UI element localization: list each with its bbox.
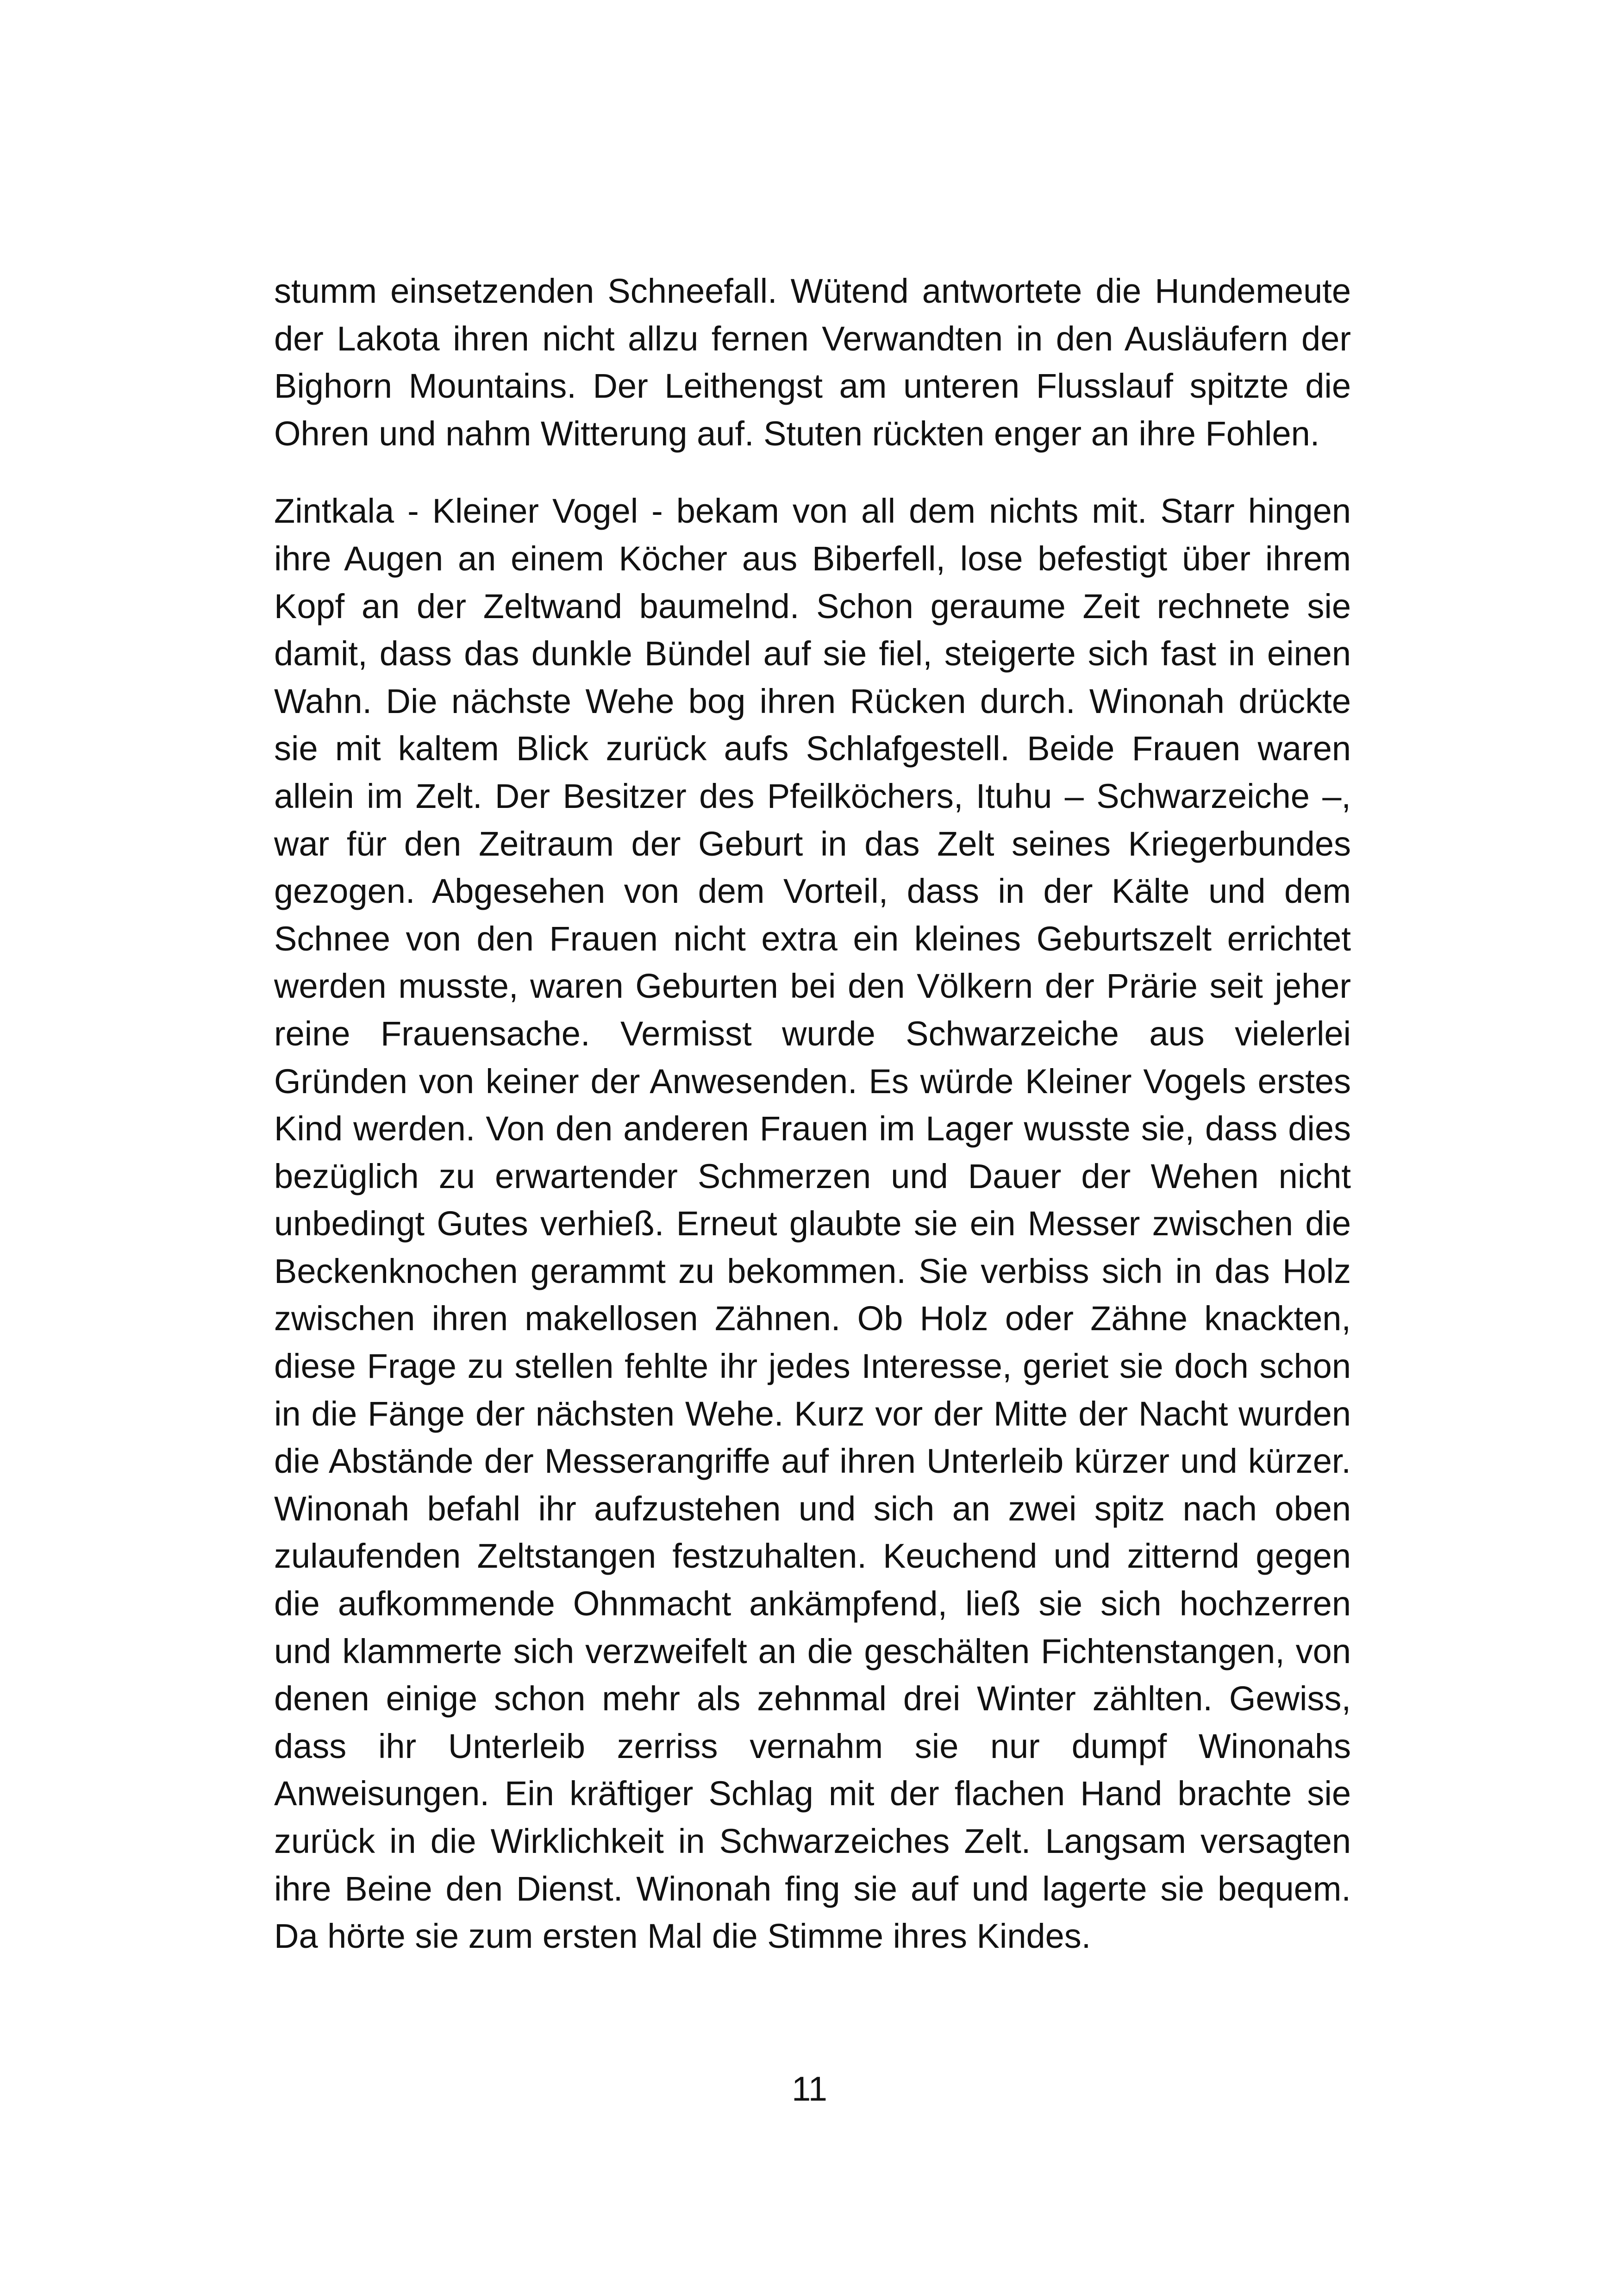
paragraph: stumm einsetzenden Schneefall. Wütend antwortete die Hundemeute der Lakota ihren nicht allzu fernen Verwandten in den Ausläufern der Bighorn Mountains. Der Leithengst am unteren Flusslauf spitzte die Ohren und nahm Witterung auf. Stuten rückten enger an ihre Fohlen. (274, 272, 1351, 453)
page-number: 11 (792, 2070, 827, 2108)
body-text (274, 268, 1351, 1960)
paragraph: Zintkala - Kleiner Vogel - bekam von all dem nichts mit. Starr hingen ihre Augen an einem Köcher aus Biberfell, lose befestigt über ihrem Kopf an der Zeltwand baumelnd. Schon geraume Zeit rechnete sie damit, dass das dunkle Bündel auf sie fiel, steigerte sich fast in einen Wahn. Die nächste Wehe bog ihren Rücken durch. Winonah drückte sie mit kaltem Blick zurück aufs Schlafgestell. Beide Frauen waren allein im Zelt. Der Besitzer des Pfeilköchers, Ituhu – Schwarzeiche –, war für den Zeitraum der Geburt in das Zelt seines Kriegerbundes gezogen. Abgesehen von dem Vorteil, dass in der Kälte und dem Schnee von den Frauen nicht extra ein kleines Geburtszelt errichtet werden musste, waren Geburten bei den Völkern der Prärie seit jeher reine Frauensache. Vermisst wurde Schwarzeiche aus vielerlei Gründen von keiner der Anwesenden. Es würde Kleiner Vogels erstes Kind werden. Von den anderen Frauen im Lager wusste sie, dass dies bezüglich zu erwartender Schmerzen und Dauer der Wehen nicht unbedingt Gutes verhieß. Erneut glaubte sie ein Messer zwischen die Beckenknochen gerammt zu bekommen. Sie verbiss sich in das Holz zwischen ihren makellosen Zähnen. Ob Holz oder Zähne knackten, diese Frage zu stellen fehlte ihr jedes Interesse, geriet sie doch schon in die Fänge der nächsten Wehe. Kurz vor der Mitte der Nacht wurden die Abstände der Messerangriffe auf ihren Unterleib kürzer und kürzer. Winonah befahl ihr aufzustehen und sich an zwei spitz nach oben zulaufenden Zeltstangen festzuhalten. Keuchend und zitternd gegen die aufkommende Ohnmacht ankämpfend, ließ sie sich hochzerren und klammerte sich verzweifelt an die geschälten Fichtenstangen, von denen einige schon mehr als zehnmal drei Winter zählten. Gewiss, dass ihr Unterleib zerriss vernahm sie nur dumpf Winonahs Anweisungen. Ein kräftiger Schlag mit der flachen Hand brachte sie zurück in die Wirklichkeit in Schwarzeiches Zelt. Langsam versagten ihre Beine den Dienst. Winonah fing sie auf und lagerte sie bequem. Da hörte sie zum ersten Mal die Stimme ihres Kindes. (274, 492, 1351, 1956)
